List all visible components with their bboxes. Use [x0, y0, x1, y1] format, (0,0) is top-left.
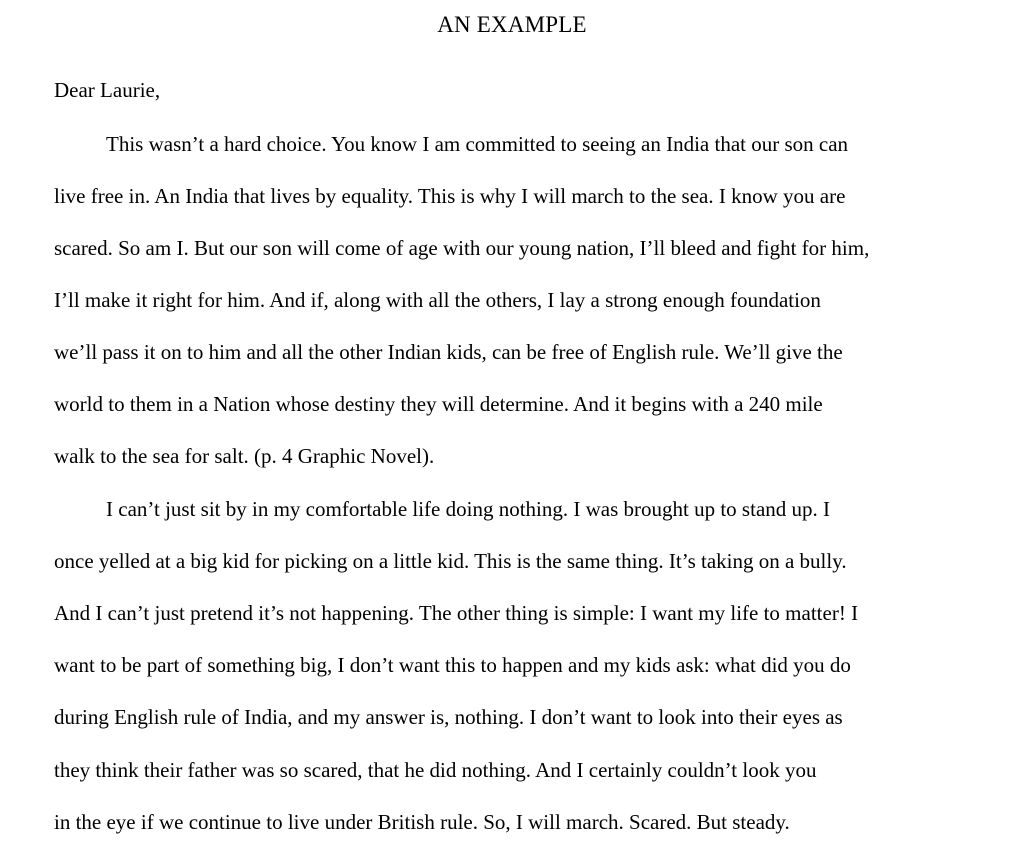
paragraph-line: This wasn’t a hard choice. You know I am committed to seeing an India that our son can [106, 132, 849, 156]
paragraph-line: And I can’t just pretend it’s not happening. The other thing is simple: I want my life to matter! I [54, 601, 859, 625]
document-title: AN EXAMPLE [437, 12, 587, 37]
paragraph-line: walk to the sea for salt. (p. 4 Graphic Novel). [54, 444, 435, 468]
paragraph-line: in the eye if we continue to live under British rule. So, I will march. Scared. But steady. [54, 810, 790, 834]
paragraph-line: want to be part of something big, I don’t want this to happen and my kids ask: what did you do [54, 653, 851, 677]
paragraph-line: we’ll pass it on to him and all the other Indian kids, can be free of English rule. We’ll give the [54, 340, 843, 364]
paragraph-line: I’ll make it right for him. And if, along with all the others, I lay a strong enough foundation [54, 288, 821, 312]
paragraph-line: once yelled at a big kid for picking on a little kid. This is the same thing. It’s taking on a bully. [54, 549, 847, 573]
paragraph-line: they think their father was so scared, that he did nothing. And I certainly couldn’t look you [54, 758, 817, 782]
paragraph-line: I can’t just sit by in my comfortable life doing nothing. I was brought up to stand up. I [106, 497, 831, 521]
paragraph-line: world to them in a Nation whose destiny they will determine. And it begins with a 240 mile [54, 392, 823, 416]
paragraph-line: during English rule of India, and my answer is, nothing. I don’t want to look into their eyes as [54, 705, 843, 729]
paragraph-line: scared. So am I. But our son will come of age with our young nation, I’ll bleed and fight for him, [54, 236, 870, 260]
salutation: Dear Laurie, [54, 78, 161, 102]
paragraph-line: live free in. An India that lives by equality. This is why I will march to the sea. I know you are [54, 184, 846, 208]
